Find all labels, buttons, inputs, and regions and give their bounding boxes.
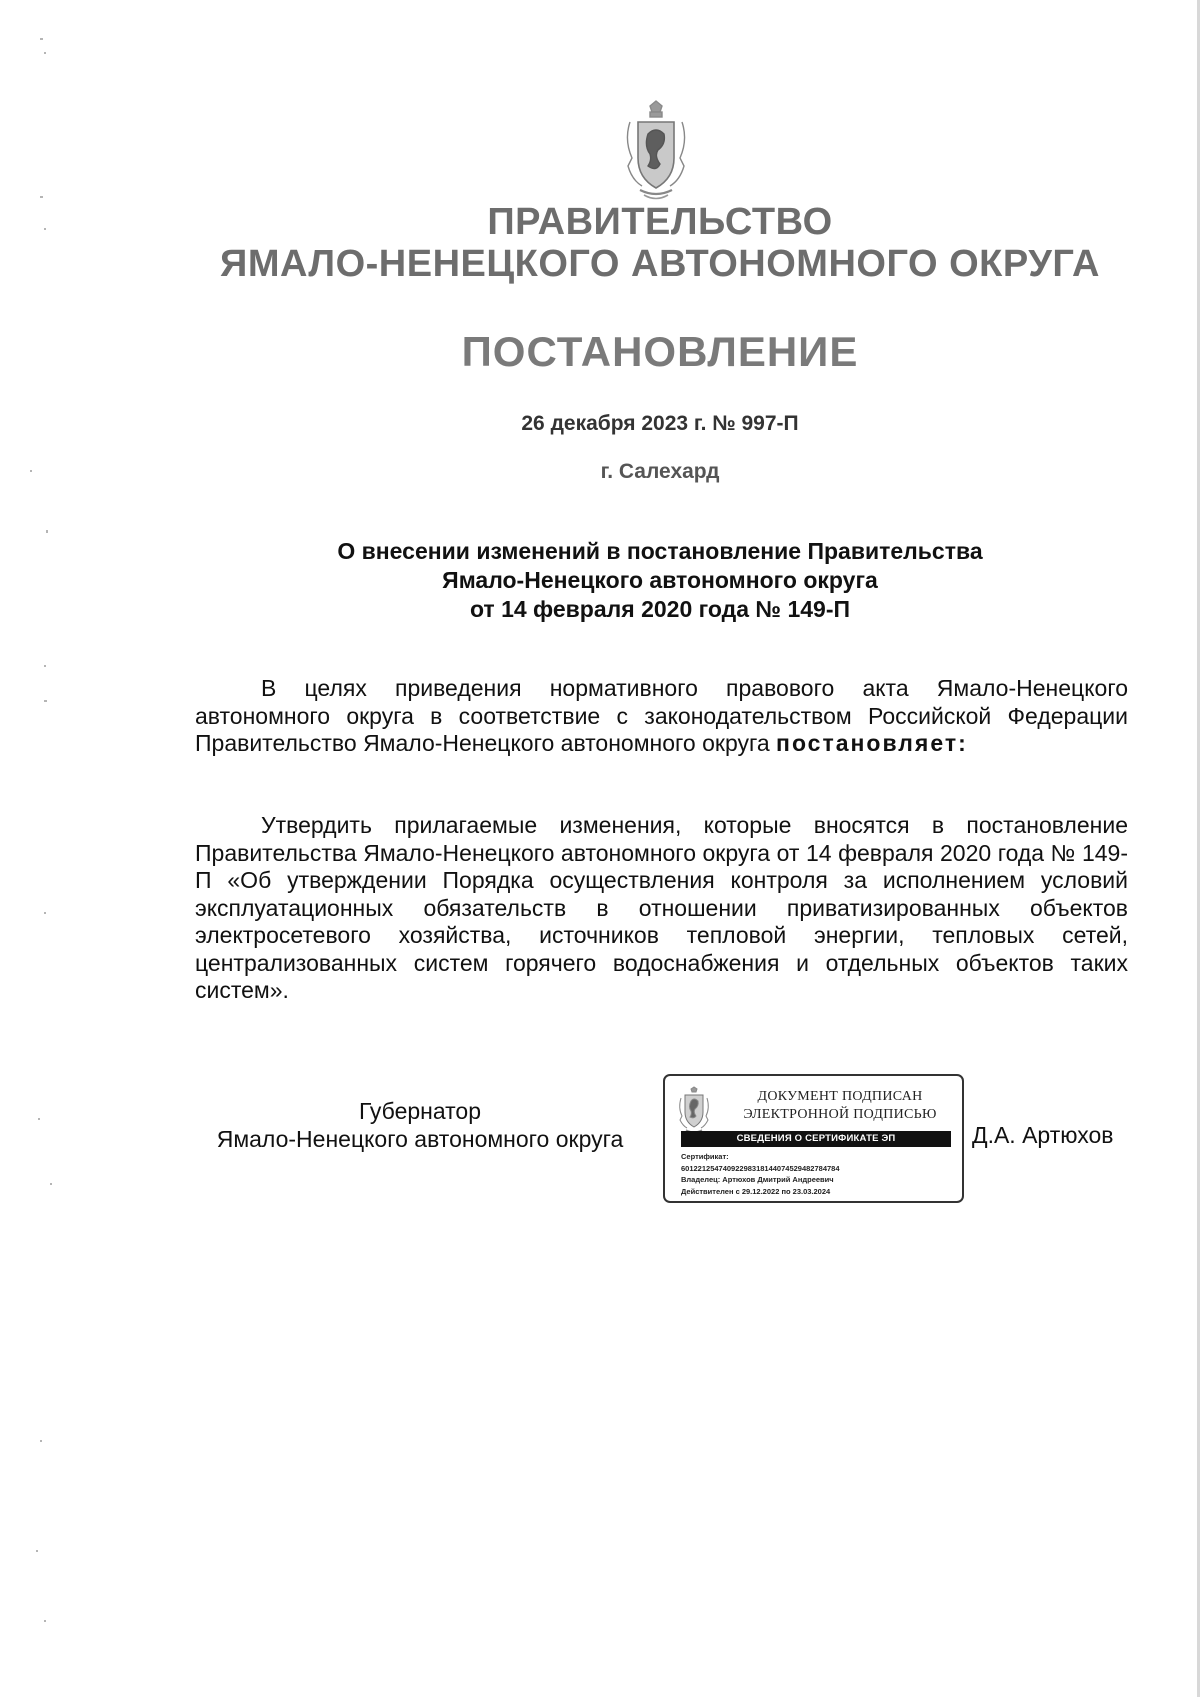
resolution-text: Утвердить прилагаемые изменения, которые вносятся в постановление Правительства Ямало-Ненецкого автономного округа от 14 февраля 2020 года № 149-П «Об утверждении Порядка осуществления контроля за исполнением условий эксплуатационных обязательств в отношении приватизированных объектов электросетевого хозяйства, источников тепловой энергии, тепловых сетей, централизованных систем горячего водоснабжения и отдельных объектов таких систем». xyxy=(195,812,1128,1003)
certificate-details xyxy=(681,1151,956,1197)
coat-of-arms-icon xyxy=(620,100,692,204)
document-city: г. Салехард xyxy=(600,460,720,483)
stamp-heading-line: ЭЛЕКТРОННОЙ ПОДПИСЬЮ xyxy=(743,1107,937,1122)
certificate-owner: Владелец: Артюхов Дмитрий Андреевич xyxy=(681,1175,834,1184)
subject-line: от 14 февраля 2020 года № 149-П xyxy=(469,596,851,622)
government-region: ЯМАЛО-НЕНЕЦКОГО АВТОНОМНОГО ОКРУГА xyxy=(220,243,1100,285)
government-title: ПРАВИТЕЛЬСТВО xyxy=(487,201,833,243)
document-type: ПОСТАНОВЛЕНИЕ xyxy=(461,328,859,375)
electronic-signature-stamp xyxy=(663,1074,964,1203)
body-paragraph-preamble xyxy=(195,675,1128,758)
subject-line: Ямало-Ненецкого автономного округа xyxy=(442,567,878,593)
certificate-label: Сертификат: xyxy=(681,1152,729,1161)
signatory-title xyxy=(195,1097,645,1153)
certificate-number: 60122125474092298318144074529482784784 xyxy=(681,1163,840,1173)
certificate-validity: Действителен с 29.12.2022 по 23.03.2024 xyxy=(681,1186,831,1196)
body-paragraph-resolution xyxy=(195,812,1128,1005)
preamble-text: В целях приведения нормативного правового акта Ямало-Ненецкого автономного округа в соответствие с законодательством Российской Федерации Правительство Ямало-Ненецкого автономного округа xyxy=(195,675,1128,756)
signatory-region: Ямало-Ненецкого автономного округа xyxy=(216,1126,624,1152)
signatory-name: Д.А. Артюхов xyxy=(972,1122,1114,1148)
stamp-heading xyxy=(725,1088,955,1124)
stamp-heading-line: ДОКУМЕНТ ПОДПИСАН xyxy=(757,1089,923,1104)
document-subject xyxy=(0,537,1200,624)
document-date-number: 26 декабря 2023 г. № 997-П xyxy=(521,412,799,435)
signatory-position: Губернатор xyxy=(358,1098,482,1124)
subject-line: О внесении изменений в постановление Правительства xyxy=(337,538,983,564)
certificate-info-bar: СВЕДЕНИЯ О СЕРТИФИКАТЕ ЭП xyxy=(681,1131,951,1147)
decree-word: постановляет: xyxy=(776,730,968,756)
coat-of-arms-icon xyxy=(677,1086,711,1134)
